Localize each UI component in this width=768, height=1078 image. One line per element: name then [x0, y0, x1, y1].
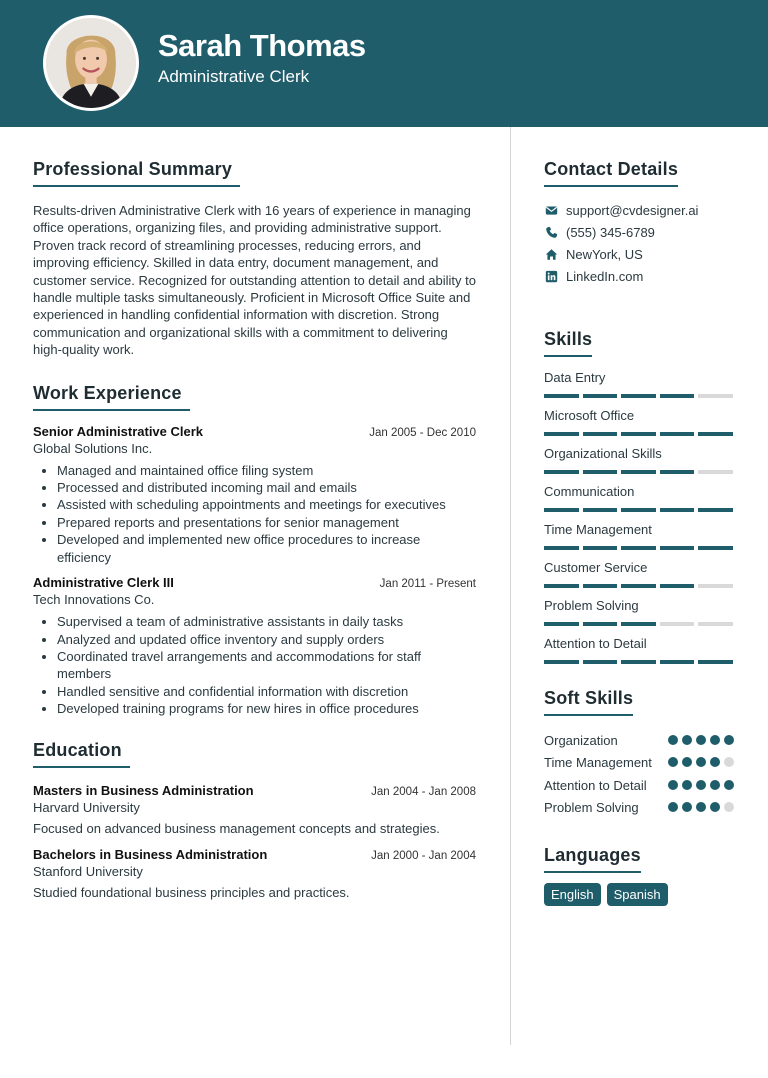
degree-dates: Jan 2004 - Jan 2008: [371, 785, 476, 798]
skill-level-segment: [660, 622, 695, 626]
soft-skill-item: [544, 799, 734, 816]
phone-icon: [544, 225, 558, 239]
skill-level-bar: [544, 660, 733, 664]
education-entry: [33, 783, 476, 836]
job-bullet: • Assisted with scheduling appointments and meetings for executives: [57, 496, 476, 513]
job-dates: Jan 2011 - Present: [379, 578, 476, 591]
soft-skill-name: Time Management: [544, 755, 652, 771]
job-title: Senior Administrative Clerk: [33, 423, 204, 439]
degree-title: Bachelors in Business Administration: [33, 846, 268, 862]
rating-dot: [696, 780, 706, 790]
soft-skill-item: [544, 754, 734, 771]
skill-item: [544, 369, 734, 398]
rating-dot: [668, 780, 678, 790]
soft-skill-item: [544, 732, 734, 749]
soft-skills-list: [544, 732, 734, 817]
skill-level-bar: [544, 584, 733, 588]
skill-name: Communication: [544, 484, 635, 499]
job-bullet: • Managed and maintained office filing system: [57, 462, 476, 479]
skill-level-segment: [660, 394, 695, 398]
job-bullets: [33, 462, 476, 566]
rating-dot: [710, 735, 720, 745]
job-bullet: • Processed and distributed incoming mail and emails: [57, 479, 476, 496]
contact-linkedin-text: LinkedIn.com: [566, 268, 644, 284]
skill-name: Customer Service: [544, 560, 648, 575]
skill-item: [544, 445, 734, 474]
skill-level-bar: [544, 470, 733, 474]
job-bullet: • Handled sensitive and confidential information with discretion: [57, 683, 476, 700]
education-entry: [33, 847, 476, 900]
skill-level-segment: [544, 508, 579, 512]
contact-heading: Contact Details: [544, 159, 678, 187]
job-entry: [33, 575, 476, 717]
soft-skill-name: Organization: [544, 733, 618, 748]
skill-level-bar: [544, 508, 733, 512]
skill-level-segment: [660, 584, 695, 588]
skill-level-segment: [544, 660, 579, 664]
job-bullet: • Coordinated travel arrangements and accommodations for staff members: [57, 648, 476, 683]
languages-list: [544, 883, 734, 906]
job-title: Administrative Clerk III: [33, 575, 174, 591]
skill-level-segment: [544, 470, 579, 474]
skill-level-segment: [544, 432, 579, 436]
skill-level-bar: [544, 622, 733, 626]
skill-item: [544, 483, 734, 512]
skill-item: [544, 559, 734, 588]
skill-level-segment: [583, 508, 618, 512]
rating-dot: [682, 802, 692, 812]
skill-level-segment: [660, 470, 695, 474]
skill-level-segment: [583, 622, 618, 626]
rating-dot: [668, 757, 678, 767]
skill-level-segment: [544, 394, 579, 398]
summary-heading: Professional Summary: [33, 159, 240, 187]
skill-level-segment: [698, 546, 733, 550]
rating-dot: [696, 757, 706, 767]
soft-skill-name: Problem Solving: [544, 800, 639, 816]
skill-level-segment: [544, 546, 579, 550]
rating-dot: [696, 735, 706, 745]
contact-linkedin[interactable]: [544, 265, 734, 287]
skill-level-segment: [583, 470, 618, 474]
soft-skill-rating: [668, 780, 734, 790]
profile-photo-illustration: [46, 18, 136, 108]
rating-dot: [668, 735, 678, 745]
rating-dot: [682, 780, 692, 790]
skill-level-segment: [544, 584, 579, 588]
linkedin-icon: [544, 269, 558, 283]
education-heading: Education: [33, 740, 130, 768]
skill-name: Problem Solving: [544, 598, 639, 613]
languages-heading: Languages: [544, 845, 641, 873]
rating-dot: [696, 802, 706, 812]
skill-level-segment: [698, 660, 733, 664]
rating-dot: [710, 802, 720, 812]
skill-level-segment: [583, 546, 618, 550]
profile-photo: [43, 15, 139, 111]
skills-heading: Skills: [544, 329, 592, 357]
skill-level-segment: [698, 470, 733, 474]
job-bullet: • Analyzed and updated office inventory and supply orders: [57, 631, 476, 648]
contact-email[interactable]: [544, 199, 734, 221]
contact-email-text: support@cvdesigner.ai: [566, 202, 699, 218]
skill-level-bar: [544, 394, 733, 398]
candidate-role: Administrative Clerk: [158, 67, 310, 86]
skill-level-segment: [698, 432, 733, 436]
skill-level-segment: [660, 508, 695, 512]
soft-skill-item: [544, 777, 734, 794]
column-divider: [510, 127, 511, 1045]
skill-item: [544, 521, 734, 550]
summary-text: Results-driven Administrative Clerk with 16 years of experience in managing office operations, organizing files, and providing administrative support. Proven track record of streamlining processes, reducing errors, and improving efficiency. Skilled in data entry, document management, and customer service. Recognized for outstanding attention to detail and ability to handle multiple tasks simultaneously. Proficient in Microsoft Office Suite and experienced in handling confidential information with discretion. Strong communication and organizational skills with a commitment to delivering high-quality work.: [33, 203, 476, 358]
degree-dates: Jan 2000 - Jan 2004: [371, 849, 476, 862]
job-bullet: • Prepared reports and presentations for senior management: [57, 514, 476, 531]
skill-level-segment: [621, 470, 656, 474]
degree-description: Studied foundational business principles and practices.: [33, 884, 350, 900]
soft-skills-heading: Soft Skills: [544, 688, 633, 716]
rating-dot: [724, 735, 734, 745]
rating-dot: [682, 757, 692, 767]
skill-level-segment: [621, 508, 656, 512]
skill-level-segment: [621, 660, 656, 664]
language-tag: Spanish: [607, 883, 668, 906]
rating-dot: [724, 757, 734, 767]
envelope-icon: [544, 203, 558, 217]
degree-title: Masters in Business Administration: [33, 782, 254, 798]
job-entry: [33, 424, 476, 566]
job-dates: Jan 2005 - Dec 2010: [369, 426, 476, 439]
skill-level-segment: [621, 432, 656, 436]
skill-name: Data Entry: [544, 370, 606, 385]
degree-description: Focused on advanced business management concepts and strategies.: [33, 820, 440, 836]
skill-name: Attention to Detail: [544, 636, 647, 651]
contact-location-text: NewYork, US: [566, 246, 643, 262]
skill-level-segment: [583, 584, 618, 588]
skill-level-segment: [698, 584, 733, 588]
skill-level-segment: [698, 394, 733, 398]
header-banner: [0, 0, 768, 127]
soft-skill-rating: [668, 735, 734, 745]
candidate-name: Sarah Thomas: [158, 28, 366, 63]
skill-level-segment: [621, 584, 656, 588]
skill-level-segment: [621, 622, 656, 626]
rating-dot: [724, 780, 734, 790]
home-icon: [544, 247, 558, 261]
skill-level-segment: [660, 546, 695, 550]
skill-level-segment: [583, 394, 618, 398]
rating-dot: [682, 735, 692, 745]
sidebar-column: [544, 127, 734, 906]
soft-skill-rating: [668, 757, 734, 767]
skill-level-segment: [583, 660, 618, 664]
soft-skill-name: Attention to Detail: [544, 777, 647, 793]
rating-dot: [724, 802, 734, 812]
job-company: Global Solutions Inc.: [33, 440, 153, 456]
skill-level-segment: [698, 622, 733, 626]
school-name: Harvard University: [33, 799, 140, 815]
skill-name: Microsoft Office: [544, 408, 635, 423]
skill-item: [544, 635, 734, 664]
soft-skill-rating: [668, 802, 734, 812]
skill-level-segment: [621, 546, 656, 550]
language-tag: English: [544, 883, 601, 906]
skill-item: [544, 407, 734, 436]
job-bullet: • Developed training programs for new hires in office procedures: [57, 700, 476, 717]
school-name: Stanford University: [33, 863, 143, 879]
skill-name: Organizational Skills: [544, 446, 662, 461]
rating-dot: [710, 757, 720, 767]
skill-level-segment: [660, 432, 695, 436]
contact-location: [544, 243, 734, 265]
job-bullets: [33, 613, 476, 717]
skill-item: [544, 597, 734, 626]
job-company: Tech Innovations Co.: [33, 592, 155, 608]
skill-level-segment: [583, 432, 618, 436]
skill-level-segment: [544, 622, 579, 626]
skill-level-segment: [660, 660, 695, 664]
skill-level-bar: [544, 546, 733, 550]
main-column: [33, 127, 476, 900]
experience-heading: Work Experience: [33, 383, 190, 411]
skill-level-segment: [621, 394, 656, 398]
job-bullet: • Supervised a team of administrative assistants in daily tasks: [57, 613, 476, 630]
skill-level-segment: [698, 508, 733, 512]
job-bullet: • Developed and implemented new office procedures to increase efficiency: [57, 531, 476, 566]
rating-dot: [668, 802, 678, 812]
skill-level-bar: [544, 432, 733, 436]
skill-name: Time Management: [544, 522, 652, 537]
contact-phone-text: (555) 345-6789: [566, 224, 655, 240]
skills-list: [544, 369, 734, 664]
contact-phone[interactable]: [544, 221, 734, 243]
rating-dot: [710, 780, 720, 790]
